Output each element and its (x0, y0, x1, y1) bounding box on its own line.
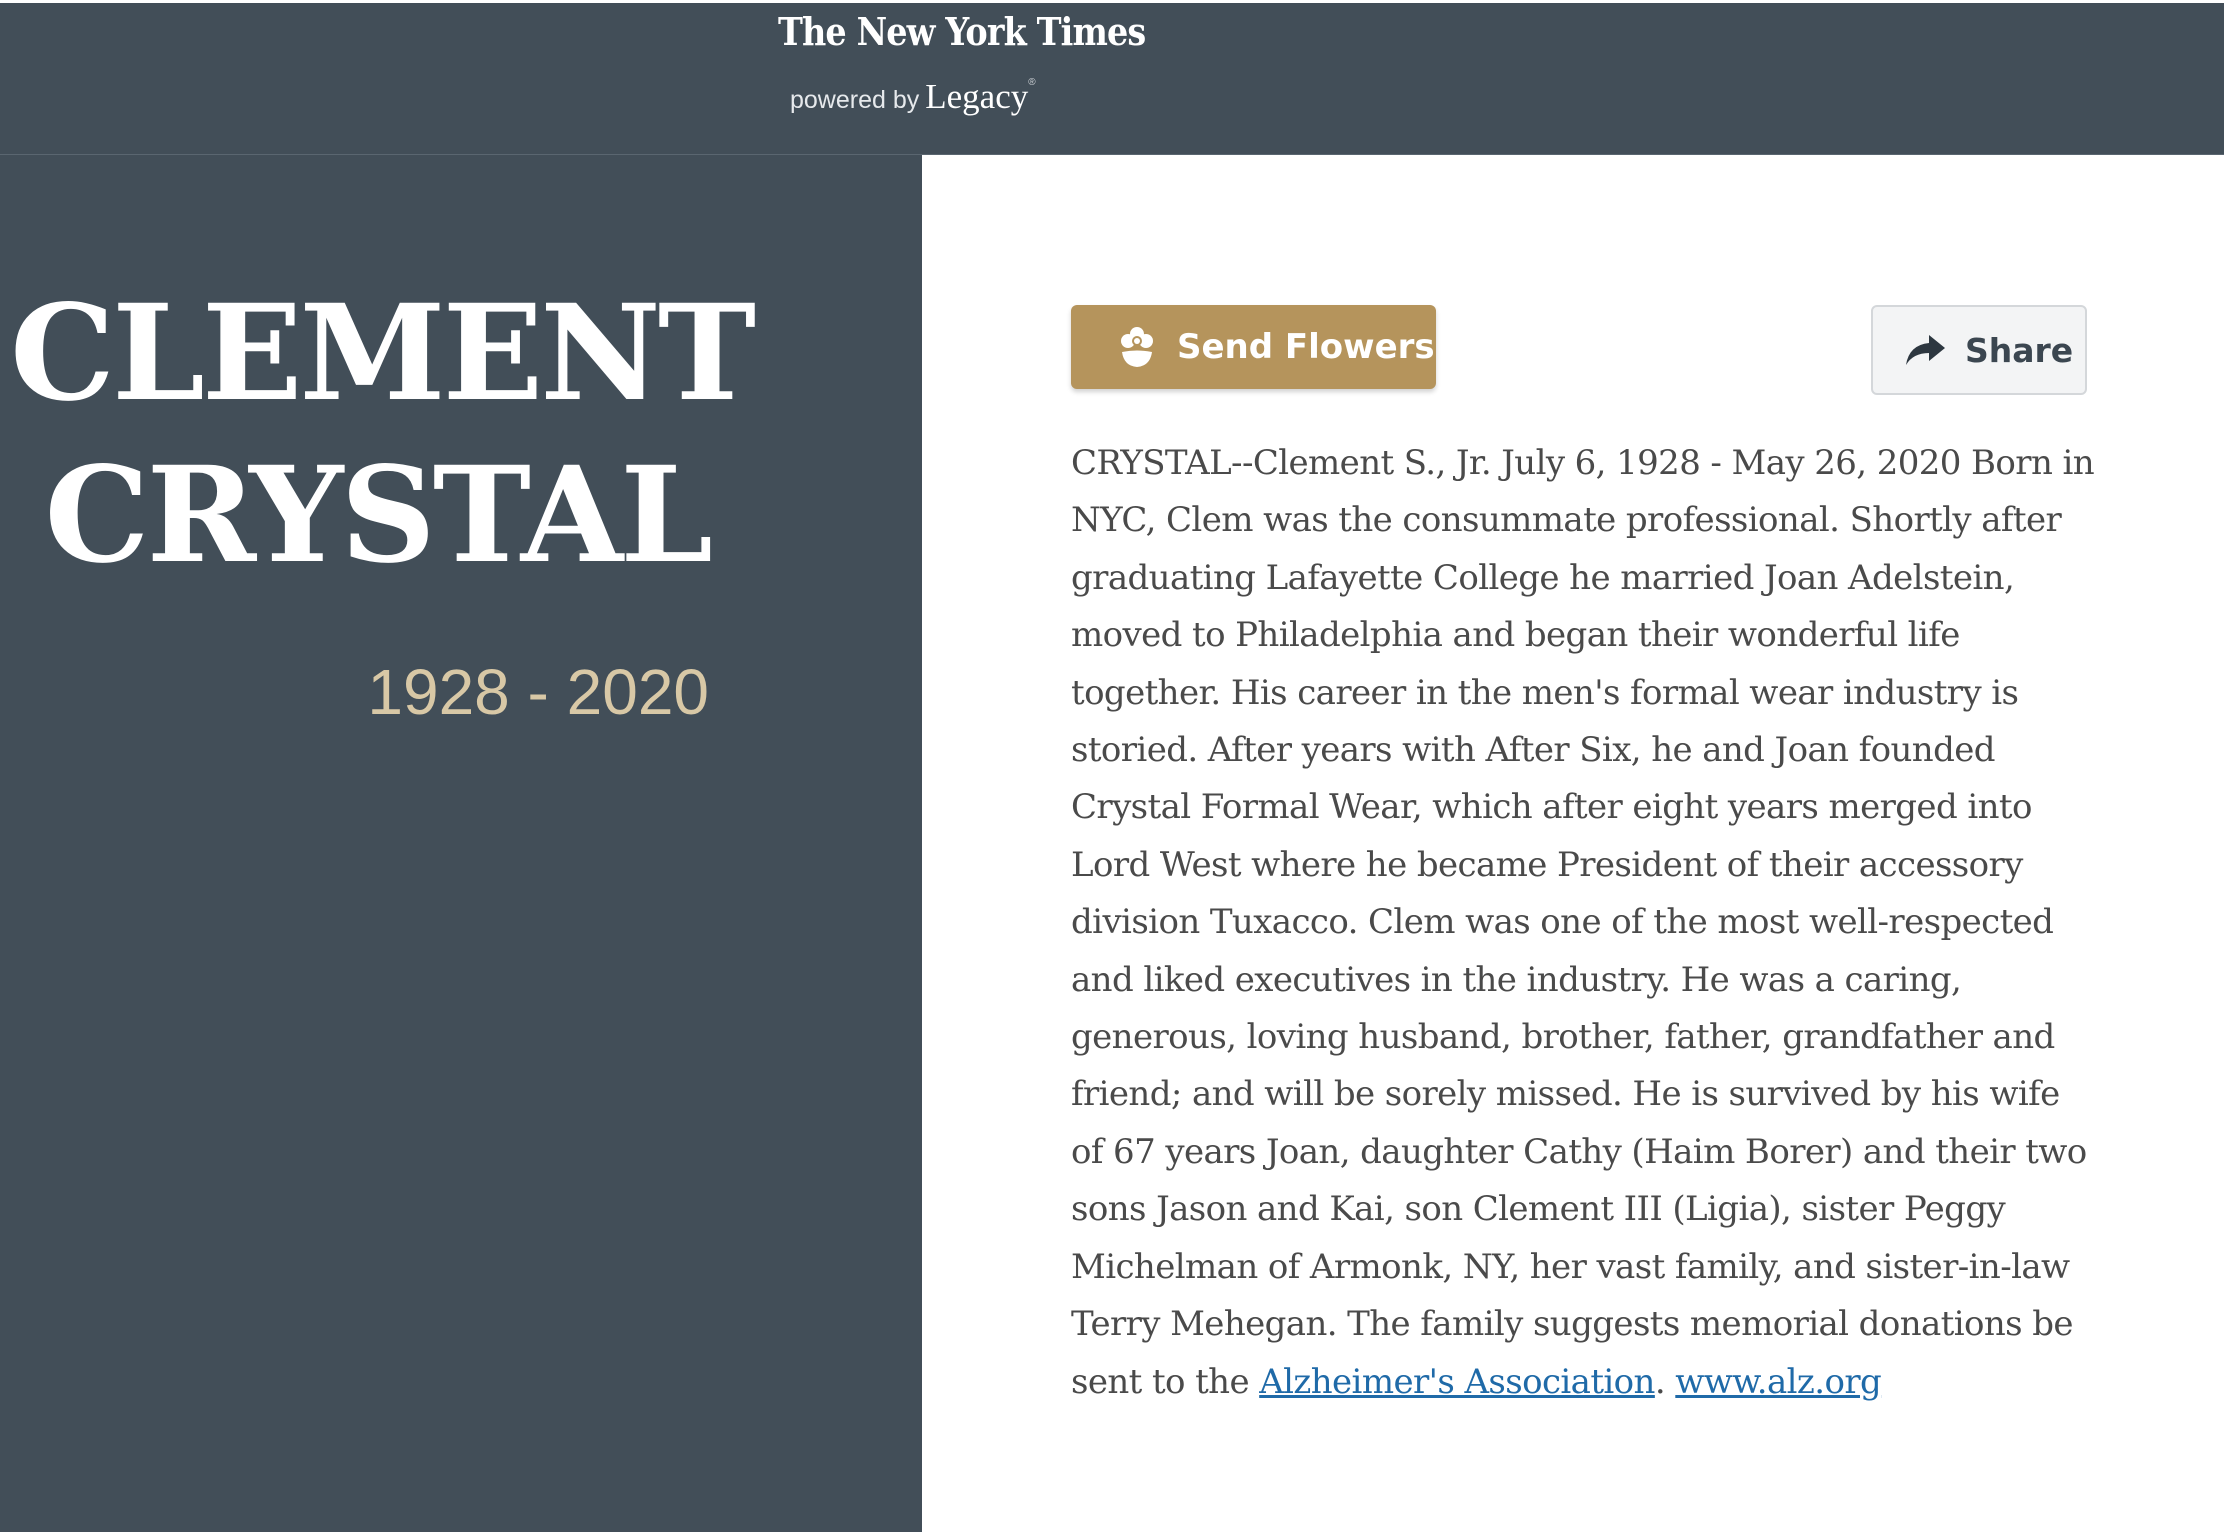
legacy-registered-mark: ® (1028, 77, 1036, 88)
send-flowers-button[interactable] (1071, 305, 1436, 389)
site-header (0, 0, 2224, 155)
share-button[interactable] (1871, 305, 2087, 395)
send-flowers-label: Send Flowers (1177, 327, 1435, 367)
share-arrow-icon (1903, 333, 1947, 367)
life-dates: 1928 - 2020 (367, 656, 709, 728)
deceased-name (10, 273, 754, 597)
link-separator: . (1654, 1361, 1666, 1402)
name-panel (0, 155, 922, 1532)
first-name: CLEMENT (10, 276, 754, 431)
legacy-logo: Legacy (925, 77, 1029, 116)
alz-org-link[interactable]: www.alz.org (1675, 1361, 1882, 1402)
alzheimers-association-link[interactable]: Alzheimer's Association (1259, 1361, 1655, 1402)
obituary-panel (922, 155, 2224, 1532)
nyt-logo[interactable]: The New York Times (778, 9, 1146, 54)
obituary-body: CRYSTAL--Clement S., Jr. July 6, 1928 - May 26, 2020 Born in NYC, Clem was the consummate professional. Shortly after graduating Lafayette College he married Joan Adelstein, moved to Philadelphia and began their wonderful life together. His career in the men's formal wear industry is storied. After years with After Six, he and Joan founded Crystal Formal Wear, which after eight years merged into Lord West where he became President of their accessory division Tuxacco. Clem was one of the most well-respected and liked executives in the industry. He was a caring, generous, loving husband, brother, father, grandfather and friend; and will be sorely missed. He is survived by his wife of 67 years Joan, daughter Cathy (Haim Borer) and their two sons Jason and Kai, son Clement III (Ligia), sister Peggy Michelman of Armonk, NY, her vast family, and sister-in-law Terry Mehegan. The family suggests memorial donations be sent to the (1071, 443, 2095, 1402)
flower-icon (1117, 325, 1157, 369)
last-name: CRYSTAL (44, 438, 710, 593)
share-label: Share (1965, 330, 2074, 370)
obituary-text (1071, 435, 2101, 1411)
powered-by-legacy[interactable] (790, 77, 1036, 117)
powered-by-label: powered by (790, 86, 920, 114)
